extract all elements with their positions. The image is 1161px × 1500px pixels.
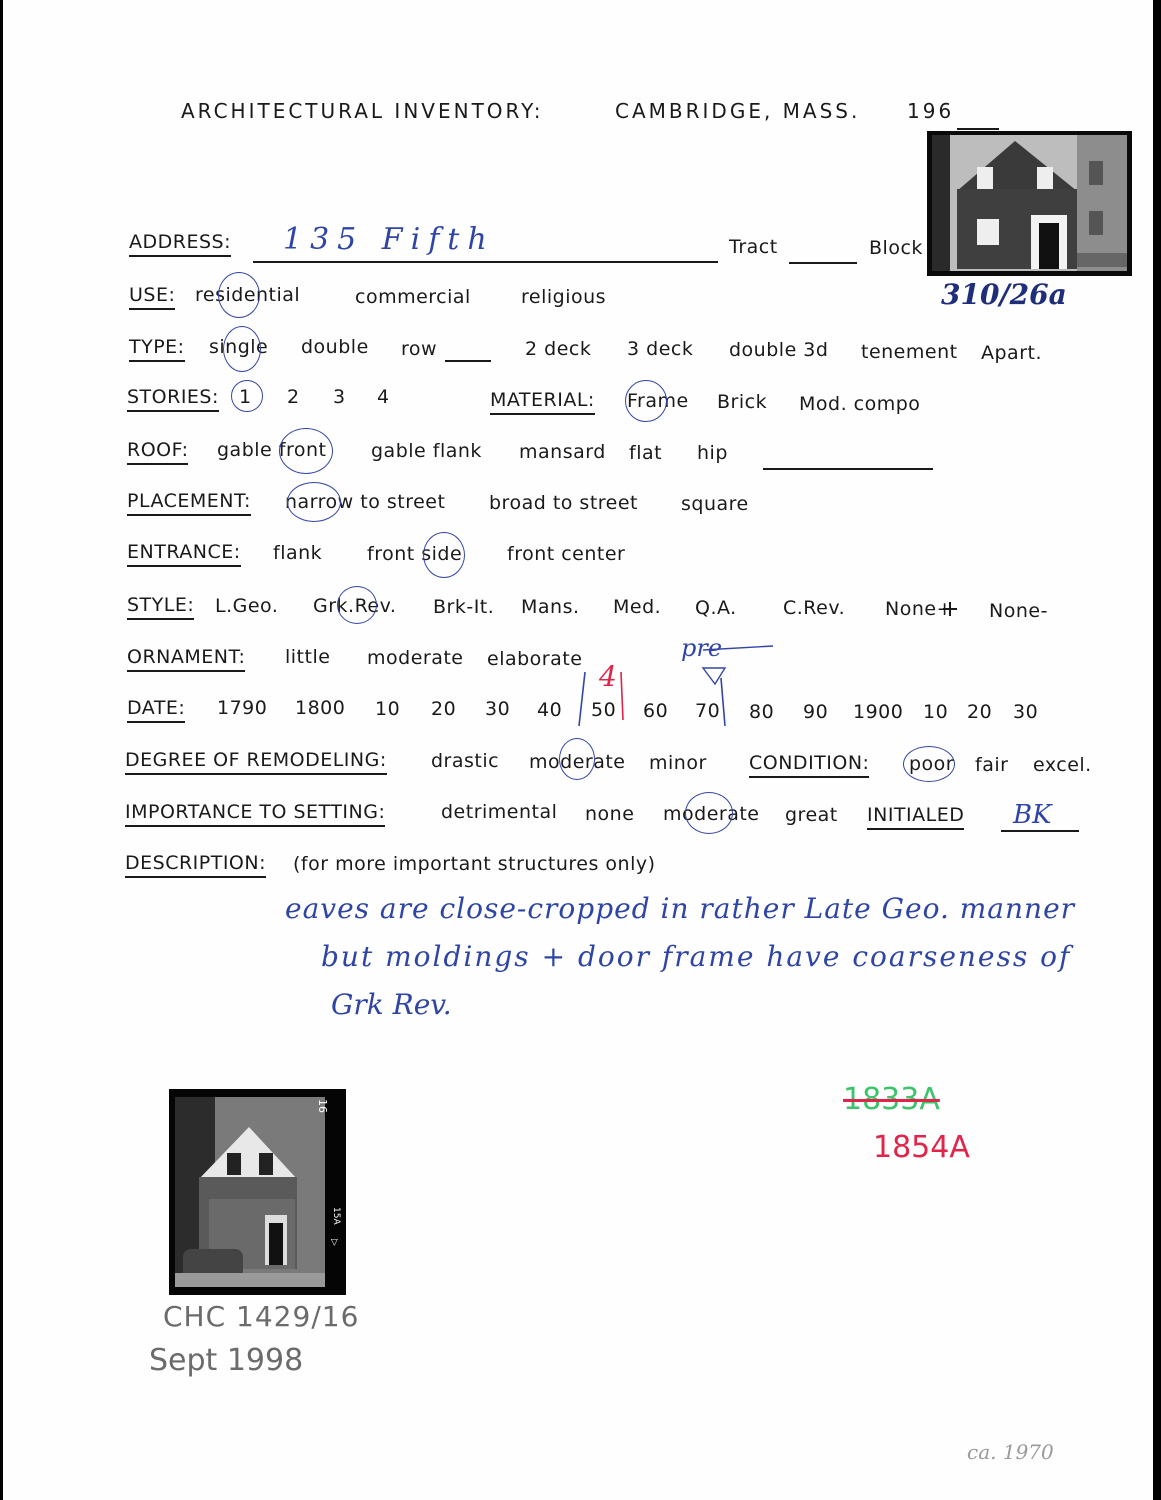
importance-label: IMPORTANCE TO SETTING: (125, 801, 385, 827)
date-90: 90 (803, 701, 829, 723)
placement-label: PLACEMENT: (127, 490, 251, 516)
stories-4: 4 (377, 386, 390, 408)
ornament-little: little (285, 646, 331, 668)
material-brick: Brick (717, 391, 768, 413)
remodeling-minor: minor (649, 752, 707, 774)
material-label: MATERIAL: (490, 389, 595, 415)
style-mans: Mans. (521, 596, 580, 618)
style-brk-it: Brk-It. (433, 596, 495, 618)
condition-fair: fair (975, 754, 1009, 776)
roof-flat: flat (629, 442, 663, 464)
type-row: row (401, 338, 438, 360)
type-double-3d: double 3d (729, 339, 829, 361)
initialed-value: BK (1013, 800, 1052, 830)
date-label: DATE: (127, 697, 185, 723)
style-qa: Q.A. (695, 597, 737, 619)
style-none-minus: None- (989, 600, 1048, 622)
date-1900: 1900 (853, 701, 904, 723)
date-1800: 1800 (295, 697, 346, 719)
remodeling-moderate: moderate (529, 751, 626, 773)
stories-2: 2 (287, 386, 300, 408)
form-year: 196 (907, 99, 955, 123)
entrance-front-center: front center (507, 543, 626, 565)
caption-date: Sept 1998 (149, 1343, 304, 1378)
form-title: ARCHITECTURAL INVENTORY: (181, 99, 544, 123)
material-frame: Frame (627, 390, 689, 412)
placement-square: square (681, 493, 749, 515)
importance-none: none (585, 803, 635, 825)
roof-gable-flank: gable flank (371, 440, 482, 462)
date-80: 80 (749, 701, 775, 723)
inventory-form (3, 0, 1153, 1500)
date-50: 50 (591, 699, 617, 721)
description-line-3: Grk Rev. (331, 988, 452, 1021)
type-2-deck: 2 deck (525, 338, 592, 360)
stories-1: 1 (239, 386, 252, 408)
form-city: CAMBRIDGE, MASS. (615, 99, 861, 123)
date-10: 10 (375, 698, 401, 720)
description-note: (for more important structures only) (293, 853, 656, 875)
code-new: 1854A (873, 1130, 970, 1165)
remodeling-drastic: drastic (431, 750, 500, 772)
use-label: USE: (129, 284, 175, 310)
date-40: 40 (537, 699, 563, 721)
style-med: Med. (613, 596, 662, 618)
roof-hip: hip (697, 442, 728, 464)
caption-chc-number: CHC 1429/16 (163, 1300, 360, 1333)
use-residential: residential (195, 284, 301, 306)
ornament-label: ORNAMENT: (127, 646, 245, 672)
date-1910: 10 (923, 701, 949, 723)
roof-gable-front: gable front (217, 439, 327, 461)
description-line-1: eaves are close-cropped in rather Late Geo. manner (285, 892, 1076, 925)
description-label: DESCRIPTION: (125, 852, 266, 878)
style-grk-rev: Grk.Rev. (313, 595, 397, 617)
film-arrow-icon: ▷ (329, 1239, 339, 1246)
address-value: 135 Fifth (283, 222, 495, 257)
date-20: 20 (431, 698, 457, 720)
type-tenement: tenement (861, 341, 958, 363)
style-label: STYLE: (127, 594, 194, 620)
entrance-label: ENTRANCE: (127, 541, 241, 567)
remodeling-label: DEGREE OF REMODELING: (125, 749, 387, 775)
stories-3: 3 (333, 386, 346, 408)
circa-note: ca. 1970 (967, 1440, 1054, 1464)
placement-narrow: narrow to street (285, 491, 446, 513)
style-none-plus: None+ (885, 598, 953, 620)
date-70: 70 (695, 700, 721, 722)
type-single: single (209, 336, 269, 358)
use-commercial: commercial (355, 286, 471, 308)
ornament-elaborate: elaborate (487, 648, 583, 670)
type-double: double (301, 336, 369, 358)
importance-moderate: moderate (663, 803, 760, 825)
photo-number: 310/26a (941, 278, 1067, 311)
date-30: 30 (485, 698, 511, 720)
tract-label: Tract (729, 236, 778, 258)
style-l-geo: L.Geo. (215, 595, 279, 617)
stories-label: STORIES: (127, 386, 219, 412)
date-1930: 30 (1013, 701, 1039, 723)
roof-label: ROOF: (127, 439, 188, 465)
style-c-rev: C.Rev. (783, 597, 846, 619)
condition-label: CONDITION: (749, 752, 869, 778)
type-label: TYPE: (129, 336, 185, 362)
material-mod-compo: Mod. compo (799, 393, 921, 415)
importance-detrimental: detrimental (441, 801, 558, 823)
date-1920: 20 (967, 701, 993, 723)
date-annotation-pre: pre (681, 634, 723, 662)
initialed-label: INITIALED (867, 804, 964, 830)
type-apart: Apart. (981, 342, 1043, 364)
film-code: 15A (331, 1207, 341, 1225)
address-label: ADDRESS: (129, 231, 231, 257)
block-label: Block (869, 237, 923, 259)
condition-poor: poor (909, 753, 955, 775)
condition-excel: excel. (1033, 754, 1092, 776)
date-1790: 1790 (217, 697, 268, 719)
code-old: 1833A (843, 1082, 940, 1117)
type-3-deck: 3 deck (627, 338, 694, 360)
roof-mansard: mansard (519, 441, 606, 463)
entrance-flank: flank (273, 542, 323, 564)
use-religious: religious (521, 286, 607, 308)
placement-broad: broad to street (489, 492, 639, 514)
film-frame-number: 16 (316, 1099, 329, 1113)
date-60: 60 (643, 700, 669, 722)
date-annotation-red: 4 (599, 660, 617, 693)
importance-great: great (785, 804, 838, 826)
ornament-moderate: moderate (367, 647, 464, 669)
entrance-front-side: front side (367, 543, 463, 565)
handwritten-marks (3, 0, 1153, 1500)
description-line-2: but moldings + door frame have coarseness of (321, 940, 1072, 973)
